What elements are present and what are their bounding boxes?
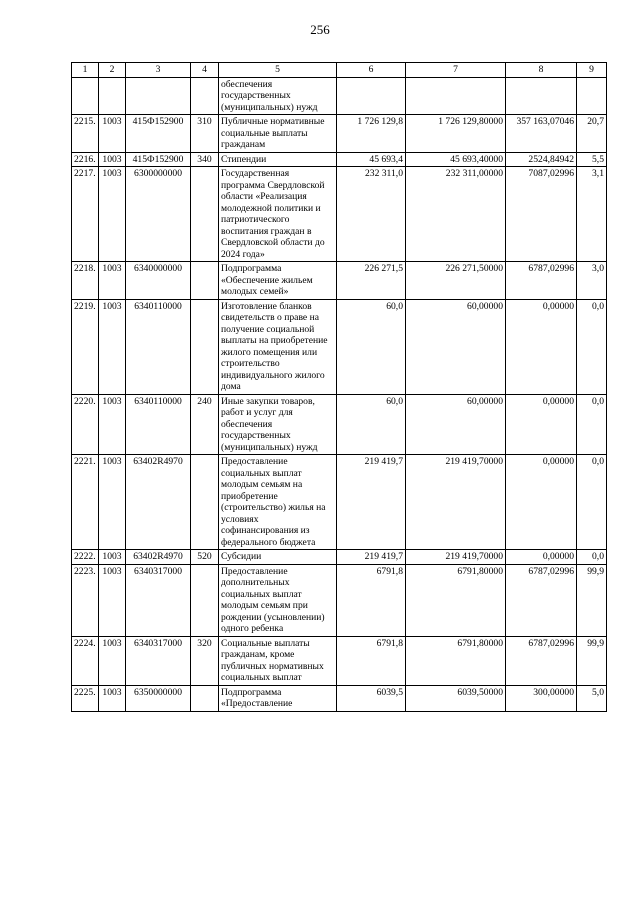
col-header-4: 4 (191, 63, 219, 78)
table-row (72, 455, 607, 550)
section-code: 1003 (99, 685, 126, 711)
approved-amount: 1 726 129,80000 (406, 115, 506, 153)
section-code: 1003 (99, 152, 126, 167)
table-row (72, 115, 607, 153)
row-number: 2219. (72, 299, 99, 394)
expense-type-code (191, 77, 219, 115)
section-code: 1003 (99, 550, 126, 565)
target-article-code: 6340110000 (126, 394, 191, 455)
execution-percent: 20,7 (577, 115, 607, 153)
item-name: Субсидии (219, 550, 337, 565)
item-name: Предоставление дополнительных социальных выплат молодым семьям при рождении (усыновлении) одного ребенка (219, 564, 337, 636)
section-code: 1003 (99, 636, 126, 685)
header-row (72, 63, 607, 78)
table-row (72, 394, 607, 455)
expense-type-code: 520 (191, 550, 219, 565)
item-name: Предоставление социальных выплат молодым семьям на приобретение (строительство) жилья на условиях софинансирования из федерального бюджета (219, 455, 337, 550)
planned-amount: 219 419,7 (337, 455, 406, 550)
item-name: обеспечения государственных (муниципальных) нужд (219, 77, 337, 115)
table-row (72, 636, 607, 685)
row-number: 2220. (72, 394, 99, 455)
row-number: 2216. (72, 152, 99, 167)
item-name: Стипендии (219, 152, 337, 167)
col-header-9: 9 (577, 63, 607, 78)
executed-amount (506, 77, 577, 115)
expense-type-code: 310 (191, 115, 219, 153)
approved-amount: 226 271,50000 (406, 262, 506, 300)
execution-percent: 99,9 (577, 636, 607, 685)
section-code: 1003 (99, 455, 126, 550)
executed-amount: 300,00000 (506, 685, 577, 711)
page-number: 256 (310, 22, 330, 37)
planned-amount: 60,0 (337, 299, 406, 394)
table-row (72, 685, 607, 711)
approved-amount: 45 693,40000 (406, 152, 506, 167)
col-header-3: 3 (126, 63, 191, 78)
item-name: Подпрограмма «Обеспечение жильем молодых семей» (219, 262, 337, 300)
row-number: 2217. (72, 167, 99, 262)
table-row (72, 77, 607, 115)
row-number: 2222. (72, 550, 99, 565)
target-article-code: 63402R4970 (126, 455, 191, 550)
table-row (72, 299, 607, 394)
col-header-1: 1 (72, 63, 99, 78)
approved-amount: 60,00000 (406, 394, 506, 455)
row-number: 2224. (72, 636, 99, 685)
target-article-code: 6300000000 (126, 167, 191, 262)
section-code: 1003 (99, 115, 126, 153)
execution-percent: 0,0 (577, 299, 607, 394)
planned-amount: 60,0 (337, 394, 406, 455)
section-code: 1003 (99, 262, 126, 300)
expense-type-code: 240 (191, 394, 219, 455)
row-number: 2223. (72, 564, 99, 636)
target-article-code: 415Ф152900 (126, 115, 191, 153)
executed-amount: 0,00000 (506, 394, 577, 455)
table-row (72, 550, 607, 565)
expense-type-code: 340 (191, 152, 219, 167)
col-header-8: 8 (506, 63, 577, 78)
target-article-code: 415Ф152900 (126, 152, 191, 167)
executed-amount: 6787,02996 (506, 636, 577, 685)
expense-type-code (191, 455, 219, 550)
approved-amount: 6039,50000 (406, 685, 506, 711)
table-row (72, 262, 607, 300)
item-name: Государственная программа Свердловской области «Реализация молодежной политики и патриотического воспитания граждан в Свердловской области до 2024 года» (219, 167, 337, 262)
expense-type-code (191, 685, 219, 711)
planned-amount: 232 311,0 (337, 167, 406, 262)
executed-amount: 0,00000 (506, 550, 577, 565)
executed-amount: 2524,84942 (506, 152, 577, 167)
table-row (72, 564, 607, 636)
row-number: 2221. (72, 455, 99, 550)
planned-amount: 6791,8 (337, 636, 406, 685)
item-name: Изготовление бланков свидетельств о праве на получение социальной выплаты на приобретение жилого помещения или строительство индивидуального жилого дома (219, 299, 337, 394)
row-number: 2225. (72, 685, 99, 711)
approved-amount: 6791,80000 (406, 636, 506, 685)
execution-percent: 0,0 (577, 394, 607, 455)
approved-amount: 6791,80000 (406, 564, 506, 636)
row-number: 2218. (72, 262, 99, 300)
execution-percent: 3,1 (577, 167, 607, 262)
expense-type-code (191, 167, 219, 262)
planned-amount: 6039,5 (337, 685, 406, 711)
target-article-code (126, 77, 191, 115)
section-code: 1003 (99, 394, 126, 455)
section-code (99, 77, 126, 115)
executed-amount: 6787,02996 (506, 262, 577, 300)
item-name: Публичные нормативные социальные выплаты гражданам (219, 115, 337, 153)
item-name: Подпрограмма «Предоставление (219, 685, 337, 711)
execution-percent: 5,5 (577, 152, 607, 167)
col-header-6: 6 (337, 63, 406, 78)
target-article-code: 6340317000 (126, 636, 191, 685)
row-number (72, 77, 99, 115)
expense-type-code (191, 262, 219, 300)
executed-amount: 0,00000 (506, 299, 577, 394)
execution-percent: 99,9 (577, 564, 607, 636)
planned-amount: 226 271,5 (337, 262, 406, 300)
executed-amount: 6787,02996 (506, 564, 577, 636)
execution-percent: 5,0 (577, 685, 607, 711)
approved-amount: 232 311,00000 (406, 167, 506, 262)
row-number: 2215. (72, 115, 99, 153)
section-code: 1003 (99, 299, 126, 394)
planned-amount: 1 726 129,8 (337, 115, 406, 153)
target-article-code: 6350000000 (126, 685, 191, 711)
target-article-code: 6340000000 (126, 262, 191, 300)
approved-amount: 219 419,70000 (406, 455, 506, 550)
col-header-5: 5 (219, 63, 337, 78)
budget-table (71, 62, 607, 712)
executed-amount: 0,00000 (506, 455, 577, 550)
col-header-2: 2 (99, 63, 126, 78)
planned-amount: 219 419,7 (337, 550, 406, 565)
planned-amount (337, 77, 406, 115)
target-article-code: 63402R4970 (126, 550, 191, 565)
col-header-7: 7 (406, 63, 506, 78)
item-name: Иные закупки товаров, работ и услуг для обеспечения государственных (муниципальных) нужд (219, 394, 337, 455)
execution-percent: 3,0 (577, 262, 607, 300)
table-row (72, 152, 607, 167)
target-article-code: 6340110000 (126, 299, 191, 394)
expense-type-code (191, 564, 219, 636)
expense-type-code (191, 299, 219, 394)
section-code: 1003 (99, 167, 126, 262)
execution-percent (577, 77, 607, 115)
planned-amount: 45 693,4 (337, 152, 406, 167)
planned-amount: 6791,8 (337, 564, 406, 636)
execution-percent: 0,0 (577, 455, 607, 550)
approved-amount (406, 77, 506, 115)
executed-amount: 7087,02996 (506, 167, 577, 262)
executed-amount: 357 163,07046 (506, 115, 577, 153)
item-name: Социальные выплаты гражданам, кроме публичных нормативных социальных выплат (219, 636, 337, 685)
execution-percent: 0,0 (577, 550, 607, 565)
approved-amount: 60,00000 (406, 299, 506, 394)
section-code: 1003 (99, 564, 126, 636)
expense-type-code: 320 (191, 636, 219, 685)
table-row (72, 167, 607, 262)
approved-amount: 219 419,70000 (406, 550, 506, 565)
target-article-code: 6340317000 (126, 564, 191, 636)
